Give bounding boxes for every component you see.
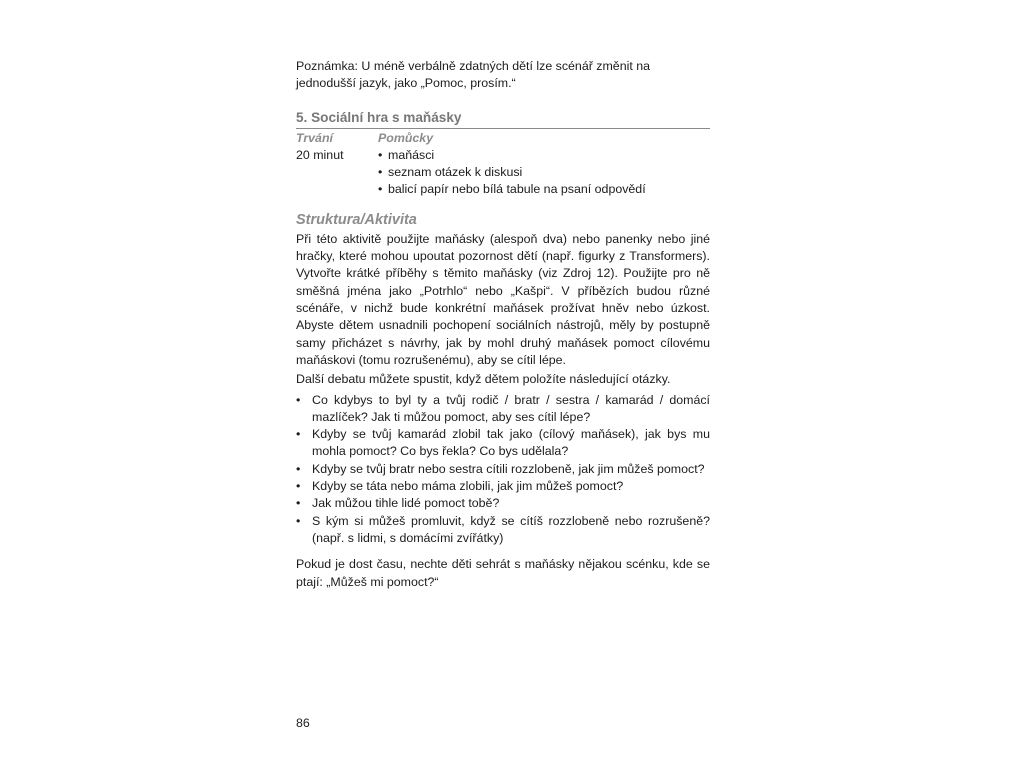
bullet-icon: • — [378, 182, 383, 197]
duration-label: Trvání — [296, 130, 333, 145]
materials-item — [378, 181, 646, 198]
materials-item — [378, 147, 646, 164]
question-text: Kdyby se tvůj kamarád zlobil tak jako (cílový maňásek), jak bys mu mohla pomoct? Co bys řekla? Co bys udělala? — [312, 427, 710, 459]
bullet-icon: • — [296, 513, 301, 528]
question-text: Jak můžou tihle lidé pomoct tobě? — [312, 496, 500, 511]
question-text: Kdyby se táta nebo máma zlobili, jak jim můžeš pomoct? — [312, 479, 624, 494]
question-item — [296, 478, 710, 495]
materials-item — [378, 164, 646, 181]
question-text: Co kdybys to byl ty a tvůj rodič / bratr / sestra / kamarád / domácí mazlíček? Jak ti můžou pomoct, aby ses cítil lépe? — [312, 392, 710, 424]
materials-item-text: balicí papír nebo bílá tabule na psaní odpovědí — [388, 182, 646, 197]
bullet-icon: • — [378, 147, 383, 162]
activity-meta — [296, 130, 710, 200]
materials-label: Pomůcky — [378, 130, 434, 145]
structure-heading: Struktura/Aktivita — [296, 211, 417, 228]
question-item — [296, 426, 710, 461]
bullet-icon: • — [296, 479, 301, 494]
bullet-icon: • — [296, 496, 301, 511]
question-item — [296, 495, 710, 512]
bullet-icon: • — [296, 427, 301, 442]
bullet-icon: • — [378, 164, 383, 179]
duration-value: 20 minut — [296, 147, 344, 162]
materials-item-text: seznam otázek k diskusi — [388, 164, 523, 179]
question-item — [296, 513, 710, 548]
bullet-icon: • — [296, 392, 301, 407]
note-paragraph: Poznámka: U méně verbálně zdatných dětí lze scénář změnit na jednodušší jazyk, jako „Pomoc, prosím.“ — [296, 59, 651, 91]
question-item — [296, 461, 710, 478]
questions-intro: Další debatu můžete spustit, když dětem položíte následující otázky. — [296, 372, 671, 387]
materials-item-text: maňásci — [388, 147, 435, 162]
closing-paragraph: Pokud je dost času, nechte děti sehrát s maňásky nějakou scénku, kde se ptají: „Můžeš mi pomoct?“ — [296, 557, 710, 589]
document-page — [296, 58, 710, 591]
question-text: S kým si můžeš promluvit, když se cítíš rozzlobeně nebo rozrušeně? (např. s lidmi, s domácími zvířátky) — [312, 513, 710, 545]
section-title: 5. Sociální hra s maňásky — [296, 109, 710, 129]
structure-paragraph: Při této aktivitě použijte maňásky (alespoň dva) nebo panenky nebo jiné hračky, které mohou upoutat pozornost dětí (např. figurky z Transformers). Vytvořte krátké příběhy s těmito maňásky (viz Zdroj 12). Použijte pro ně směšná jména jako „Potrhlo“ nebo „Kašpi“. V příbězích budou různé scénáře, v nichž bude konkrétní maňásek prožívat hněv nebo úzkost. Abyste dětem usnadnili pochopení sociálních nástrojů, měly by postupně samy přicházet s návrhy, jak by mohl druhý maňásek pomoct cílovému maňáskovi (tomu rozrušenému), aby se cítil lépe. — [296, 231, 710, 367]
page-number: 86 — [296, 716, 310, 730]
question-item — [296, 392, 710, 427]
question-text: Kdyby se tvůj bratr nebo sestra cítili rozzlobeně, jak jim můžeš pomoct? — [312, 461, 705, 476]
questions-list — [296, 392, 710, 548]
materials-list — [378, 147, 646, 199]
bullet-icon: • — [296, 461, 301, 476]
